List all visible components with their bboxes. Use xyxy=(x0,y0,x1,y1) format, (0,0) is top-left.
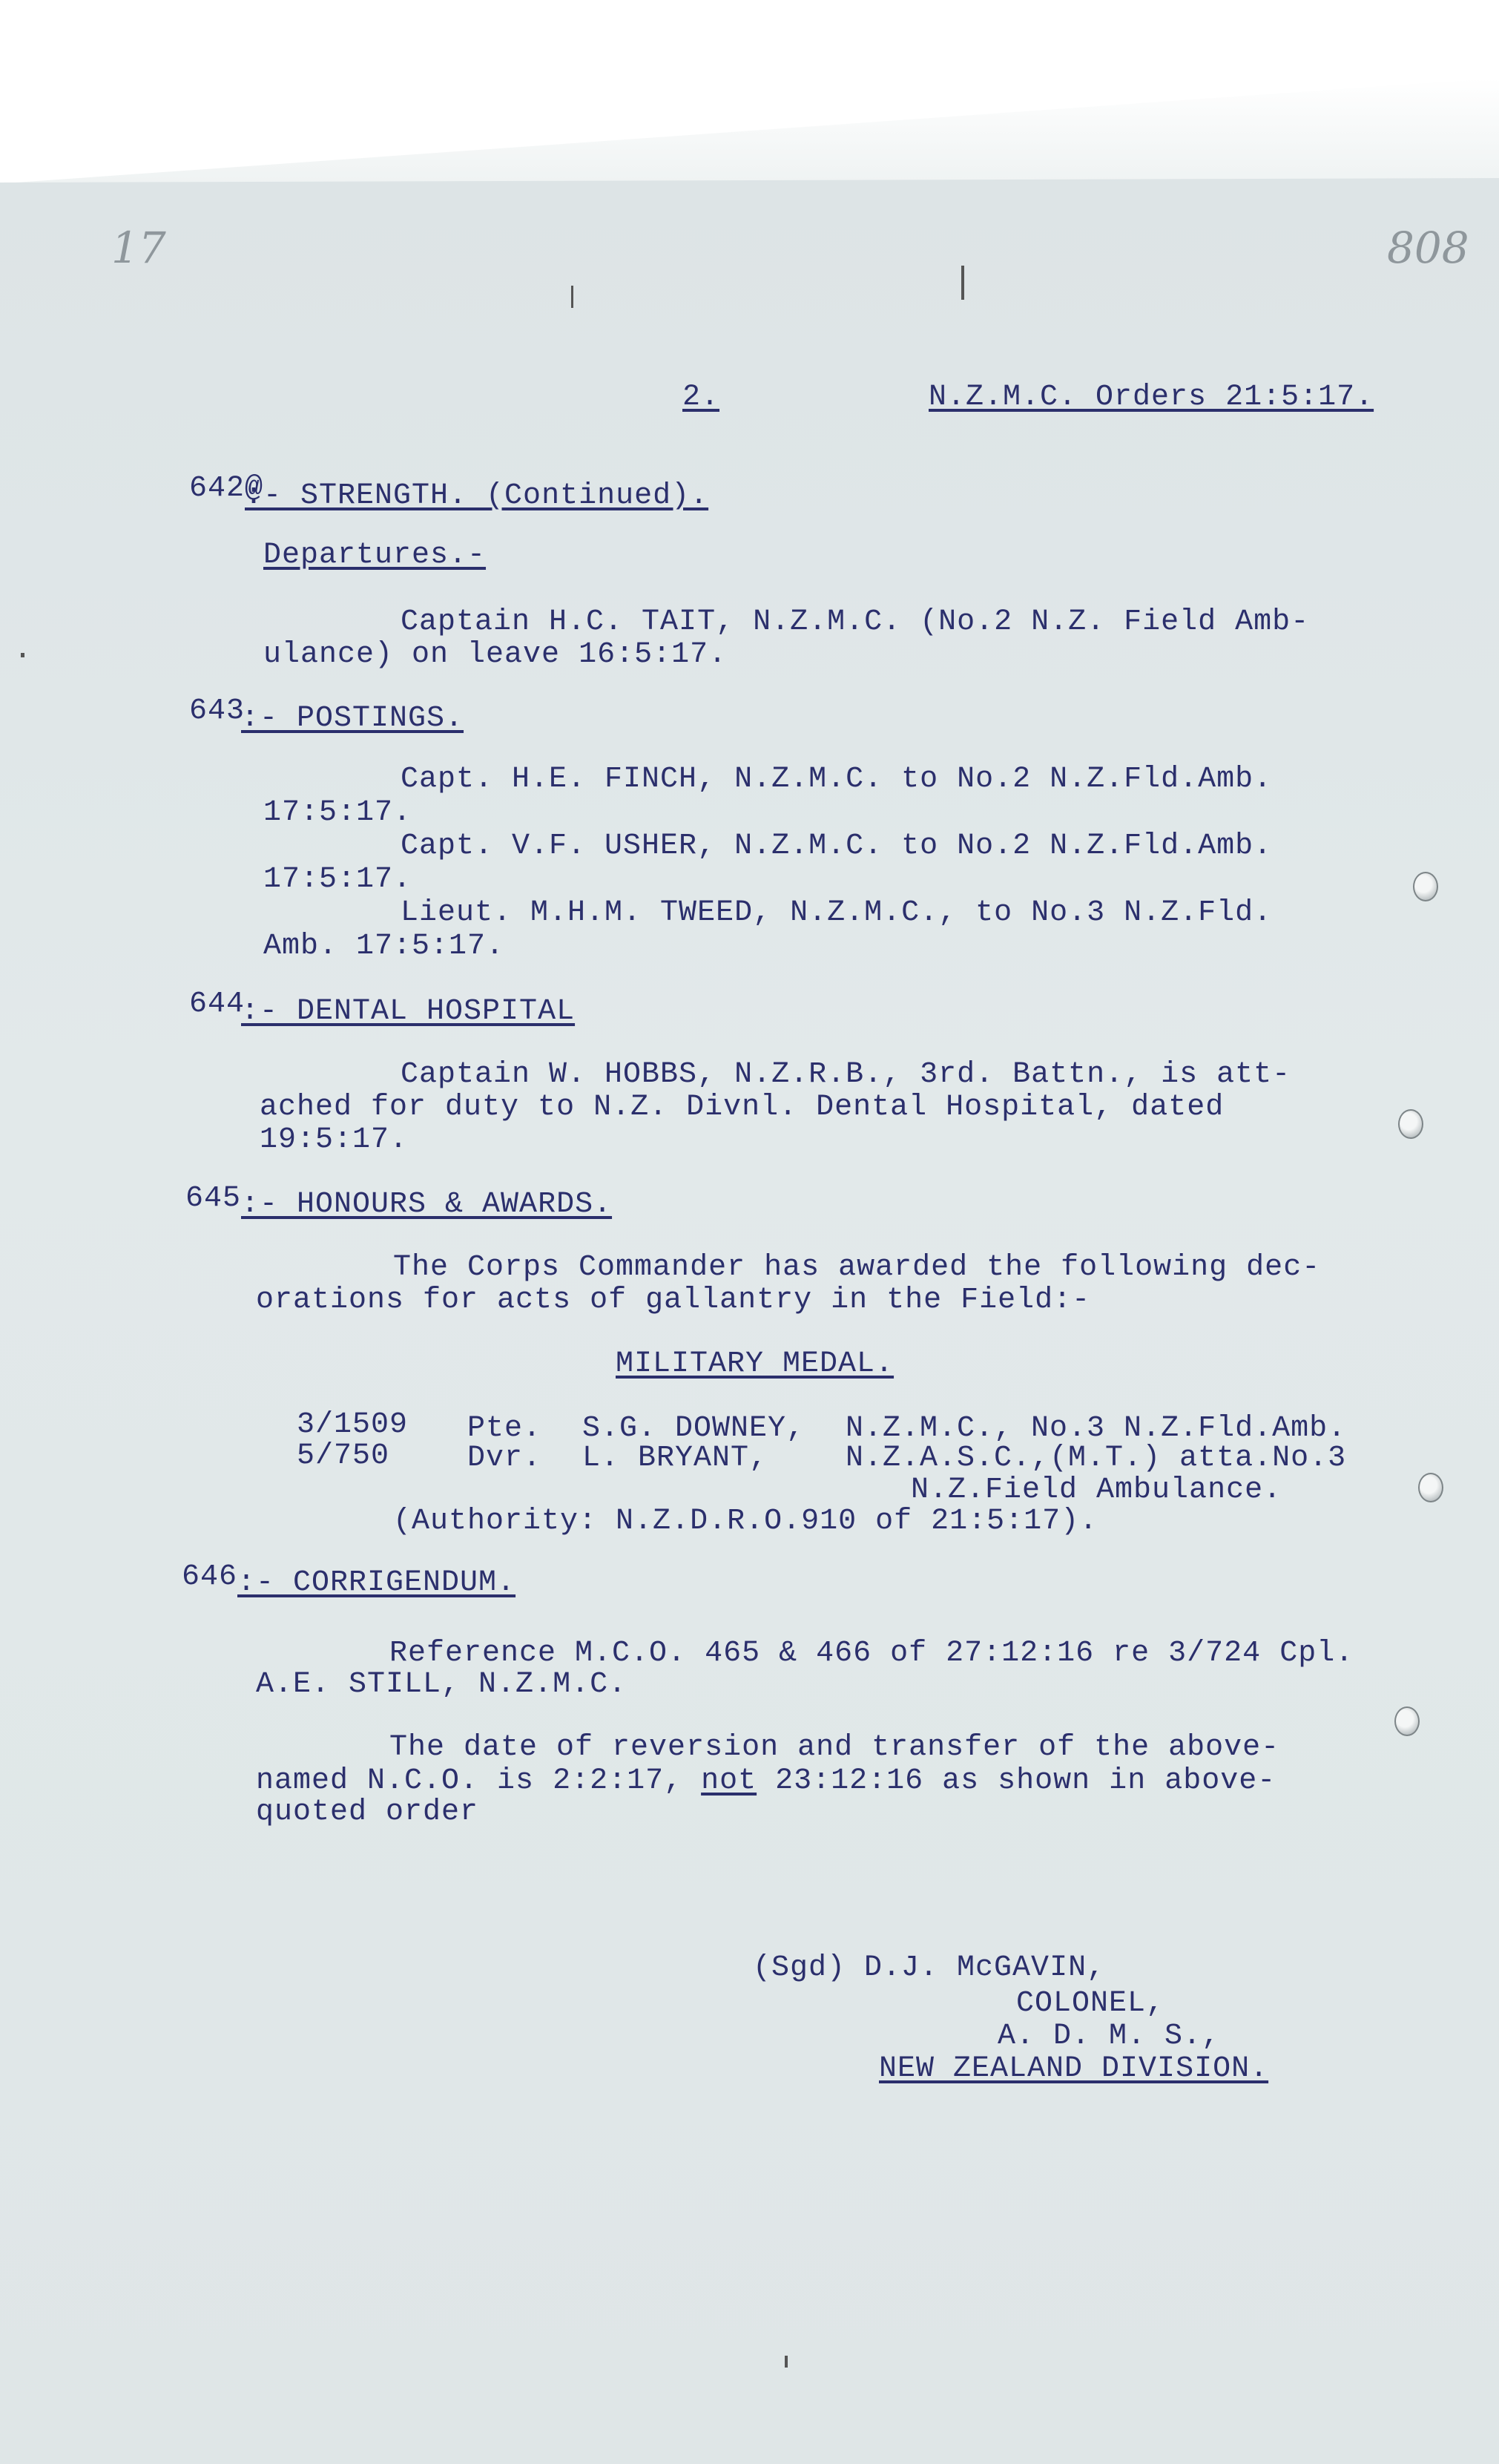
text-line: Amb. 17:5:17. xyxy=(263,930,505,963)
item-heading: :- HONOURS & AWARDS. xyxy=(241,1188,613,1221)
award-unit: N.Z.Field Ambulance. xyxy=(911,1474,1282,1507)
item-number: 642@ xyxy=(189,472,264,505)
text-line: ulance) on leave 16:5:17. xyxy=(263,638,728,671)
award-unit: N.Z.A.S.C.,(M.T.) atta.No.3 xyxy=(846,1442,1347,1475)
text-line: 19:5:17. xyxy=(260,1123,409,1157)
text-line: quoted order xyxy=(256,1796,479,1829)
award-name: L. BRYANT, xyxy=(582,1442,768,1475)
margin-number-right: 808 xyxy=(1387,223,1469,273)
text-line: Reference M.C.O. 465 & 466 of 27:12:16 re 3/724 Cpl. xyxy=(389,1637,1354,1670)
paper-mark xyxy=(785,2356,788,2368)
item-number: 644 xyxy=(189,988,246,1021)
award-rank: Pte. xyxy=(467,1412,542,1445)
punch-hole xyxy=(1413,872,1438,901)
punch-hole xyxy=(1394,1706,1420,1736)
text-line: Capt. V.F. USHER, N.Z.M.C. to No.2 N.Z.Fld.Amb. xyxy=(401,829,1273,863)
text-line: Capt. H.E. FINCH, N.Z.M.C. to No.2 N.Z.Fld.Amb. xyxy=(401,763,1273,796)
text-line: A.E. STILL, N.Z.M.C. xyxy=(256,1668,627,1701)
signature-name: (Sgd) D.J. McGAVIN, xyxy=(753,1951,1106,1985)
text-line: Lieut. M.H.M. TWEED, N.Z.M.C., to No.3 N.Z.Fld. xyxy=(401,896,1273,930)
text-line: Captain W. HOBBS, N.Z.R.B., 3rd. Battn., is att- xyxy=(401,1058,1291,1091)
text-line: ached for duty to N.Z. Divnl. Dental Hospital, dated xyxy=(260,1091,1225,1124)
award-number: 5/750 xyxy=(297,1439,390,1473)
page-number: 2. xyxy=(682,381,720,414)
item-heading: :- STRENGTH. (Continued). xyxy=(245,479,709,513)
emphasis-not: not xyxy=(701,1764,757,1798)
punch-hole xyxy=(1418,1473,1443,1502)
margin-number-left: 17 xyxy=(111,223,166,273)
text-line: Captain H.C. TAIT, N.Z.M.C. (No.2 N.Z. Field Amb- xyxy=(401,605,1310,639)
item-heading: :- DENTAL HOSPITAL xyxy=(241,995,576,1028)
signature-rank: COLONEL, xyxy=(1016,1987,1165,2020)
item-heading: :- POSTINGS. xyxy=(241,702,464,735)
item-number: 646 xyxy=(182,1560,238,1594)
item-subheading: Departures.- xyxy=(263,539,487,572)
paper-mark xyxy=(571,286,573,308)
item-heading: :- CORRIGENDUM. xyxy=(237,1566,516,1600)
text-line: The Corps Commander has awarded the following dec- xyxy=(393,1251,1321,1284)
medal-heading: MILITARY MEDAL. xyxy=(616,1347,895,1381)
punch-hole xyxy=(1398,1109,1423,1139)
text-line: orations for acts of gallantry in the Field:- xyxy=(256,1284,1091,1317)
authority-line: (Authority: N.Z.D.R.O.910 of 21:5:17). xyxy=(393,1505,1098,1538)
award-number: 3/1509 xyxy=(297,1408,409,1442)
item-number: 645 xyxy=(185,1182,242,1215)
document-page xyxy=(0,178,1499,2464)
paper-mark xyxy=(21,653,24,657)
text-line: 17:5:17. xyxy=(263,863,412,896)
text-line: The date of reversion and transfer of the above- xyxy=(389,1731,1280,1764)
signature-office: A. D. M. S., xyxy=(998,2020,1221,2053)
item-number: 643 xyxy=(189,694,246,728)
orders-title: N.Z.M.C. Orders 21:5:17. xyxy=(929,381,1374,414)
paper-mark xyxy=(961,266,964,300)
award-name: S.G. DOWNEY, xyxy=(582,1412,805,1445)
text-line: named N.C.O. is 2:2:17, not 23:12:16 as shown in above- xyxy=(256,1764,1276,1798)
award-rank: Dvr. xyxy=(467,1442,542,1475)
paper-edge xyxy=(0,78,1499,189)
text-line: 17:5:17. xyxy=(263,796,412,829)
signature-division: NEW ZEALAND DIVISION. xyxy=(879,2052,1269,2086)
award-unit: N.Z.M.C., No.3 N.Z.Fld.Amb. xyxy=(846,1412,1347,1445)
